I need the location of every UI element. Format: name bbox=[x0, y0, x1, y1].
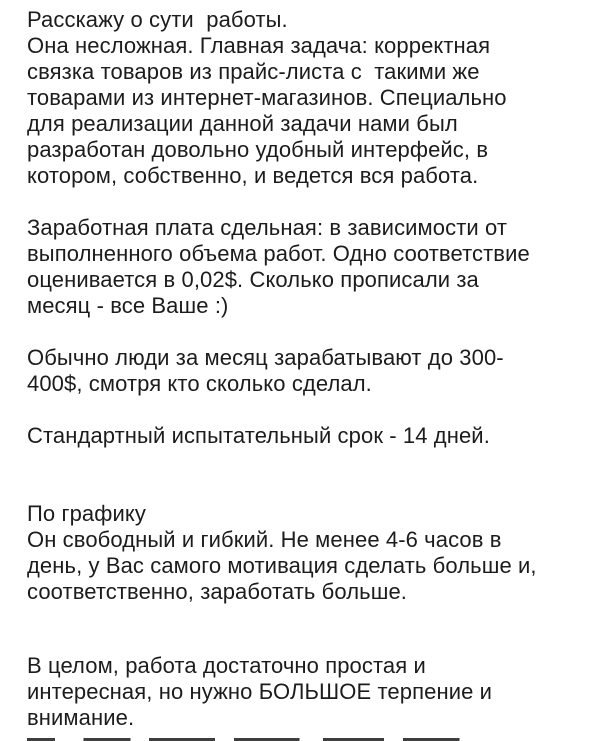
text-line: месяц - все Ваше :) bbox=[27, 293, 229, 318]
text-line: оценивается в 0,02$. Сколько прописали за bbox=[27, 267, 479, 292]
paragraph-spacer bbox=[27, 397, 587, 423]
cut-off-next-line bbox=[27, 734, 497, 741]
paragraph-spacer bbox=[27, 449, 587, 501]
text-line: соответственно, заработать больше. bbox=[27, 579, 408, 604]
paragraph-spacer bbox=[27, 189, 587, 215]
paragraph-schedule bbox=[27, 501, 587, 605]
text-line: интересная, но нужно БОЛЬШОЕ терпение и bbox=[27, 679, 493, 704]
paragraph-probation bbox=[27, 423, 587, 449]
paragraph-salary bbox=[27, 215, 587, 319]
text-line: для реализации данной задачи нами был bbox=[27, 111, 458, 136]
paragraph-spacer bbox=[27, 605, 587, 653]
paragraph-spacer bbox=[27, 319, 587, 345]
text-line: В целом, работа достаточно простая и bbox=[27, 653, 426, 678]
text-line: котором, собственно, и ведется вся работа. bbox=[27, 163, 479, 188]
paragraph-earnings bbox=[27, 345, 587, 397]
text-line: день, у Вас самого мотивация сделать больше и, bbox=[27, 553, 537, 578]
text-line: разработан довольно удобный интерфейс, в bbox=[27, 137, 489, 162]
text-line: внимание. bbox=[27, 705, 135, 730]
text-line: Заработная плата сдельная: в зависимости от bbox=[27, 215, 508, 240]
text-line: Она несложная. Главная задача: корректная bbox=[27, 33, 491, 58]
text-line: 400$, смотря кто сколько сделал. bbox=[27, 371, 372, 396]
document-body bbox=[27, 7, 587, 731]
paragraph-intro bbox=[27, 7, 587, 189]
text-line: Он свободный и гибкий. Не менее 4-6 часов в bbox=[27, 527, 502, 552]
text-line: По графику bbox=[27, 501, 146, 526]
text-line: связка товаров из прайс-листа с такими же bbox=[27, 59, 480, 84]
text-line: Стандартный испытательный срок - 14 дней. bbox=[27, 423, 490, 448]
text-line: Расскажу о сути работы. bbox=[27, 7, 288, 32]
text-line: выполненного объема работ. Одно соответствие bbox=[27, 241, 530, 266]
paragraph-summary bbox=[27, 653, 587, 731]
text-line: Обычно люди за месяц зарабатывают до 300- bbox=[27, 345, 504, 370]
text-line: товарами из интернет-магазинов. Специально bbox=[27, 85, 507, 110]
